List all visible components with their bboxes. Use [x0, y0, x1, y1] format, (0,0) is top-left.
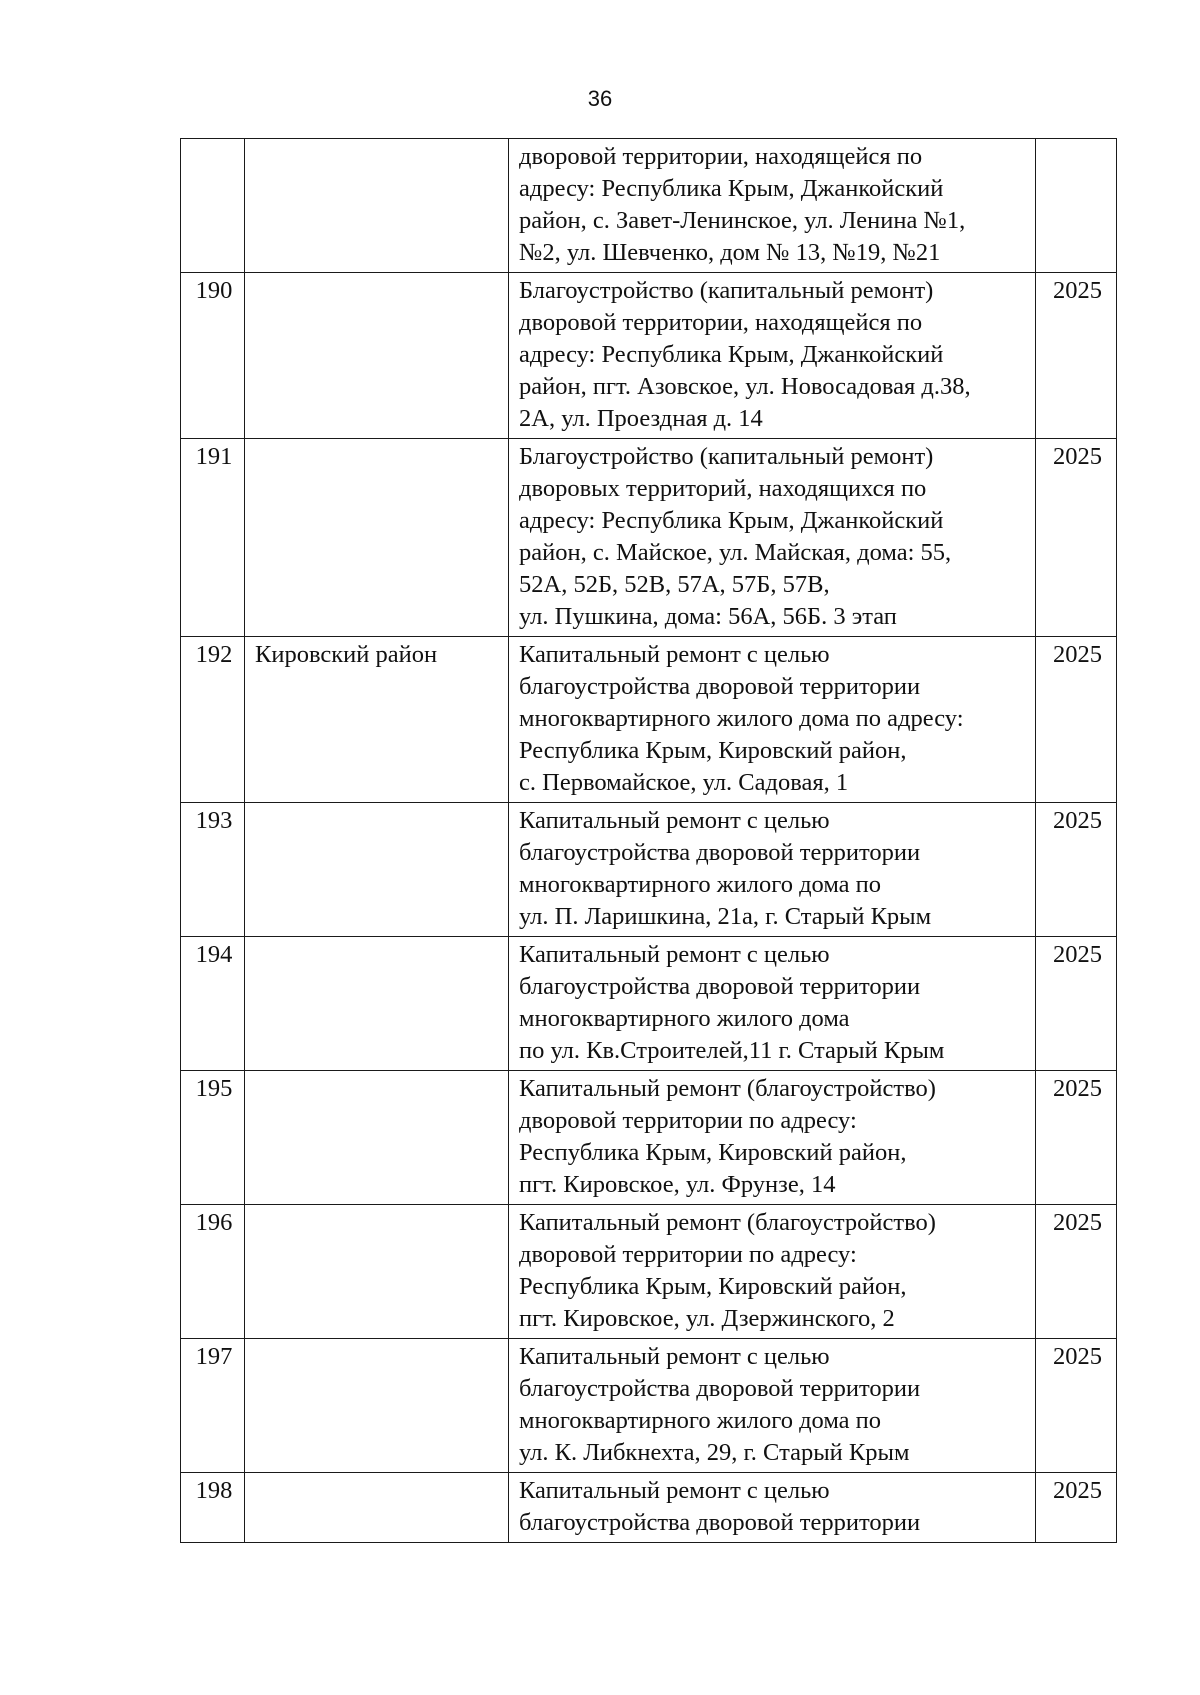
year-cell: 2025: [1036, 439, 1117, 637]
description-line: многоквартирного жилого дома по адресу:: [519, 705, 964, 732]
description-line: Капитальный ремонт с целью: [519, 807, 830, 834]
district-cell: [245, 1339, 509, 1473]
description-line: благоустройства дворовой территории: [519, 673, 921, 700]
description-line: ул. П. Ларишкина, 21а, г. Старый Крым: [519, 903, 932, 930]
description-line: многоквартирного жилого дома по: [519, 871, 882, 898]
description-line: дворовой территории по адресу:: [519, 1107, 857, 1134]
row-number-cell: 190: [181, 273, 245, 439]
year-cell: 2025: [1036, 1473, 1117, 1543]
table-body: [181, 139, 1117, 1543]
row-number-cell: 196: [181, 1205, 245, 1339]
description-line: район, пгт. Азовское, ул. Новосадовая д.38,: [519, 373, 971, 400]
description-line: дворовых территорий, находящихся по: [519, 475, 927, 502]
row-number-cell: [181, 139, 245, 273]
description-line: благоустройства дворовой территории: [519, 973, 921, 1000]
table-row: [181, 1205, 1117, 1339]
description-line: район, с. Завет-Ленинское, ул. Ленина №1,: [519, 207, 966, 234]
table-row: [181, 637, 1117, 803]
year-cell: 2025: [1036, 637, 1117, 803]
table-row: [181, 803, 1117, 937]
description-line: Капитальный ремонт (благоустройство): [519, 1209, 936, 1236]
table-row: [181, 937, 1117, 1071]
year-cell: 2025: [1036, 937, 1117, 1071]
description-cell: [509, 637, 1036, 803]
description-line: дворовой территории, находящейся по: [519, 143, 923, 170]
table-row: [181, 1473, 1117, 1543]
description-cell: [509, 1473, 1036, 1543]
description-line: Благоустройство (капитальный ремонт): [519, 277, 934, 304]
description-cell: [509, 1071, 1036, 1205]
row-number-cell: 192: [181, 637, 245, 803]
row-number-cell: 193: [181, 803, 245, 937]
description-line: многоквартирного жилого дома по: [519, 1407, 882, 1434]
description-line: пгт. Кировское, ул. Дзержинского, 2: [519, 1305, 895, 1332]
district-cell: [245, 803, 509, 937]
district-cell: Кировский район: [245, 637, 509, 803]
description-line: 52А, 52Б, 52В, 57А, 57Б, 57В,: [519, 571, 830, 598]
description-line: адресу: Республика Крым, Джанкойский: [519, 175, 944, 202]
description-cell: [509, 1205, 1036, 1339]
table-row: [181, 1339, 1117, 1473]
district-cell: [245, 1205, 509, 1339]
description-line: по ул. Кв.Строителей,11 г. Старый Крым: [519, 1037, 945, 1064]
year-cell: 2025: [1036, 803, 1117, 937]
row-number-cell: 194: [181, 937, 245, 1071]
description-line: адресу: Республика Крым, Джанкойский: [519, 341, 944, 368]
description-line: район, с. Майское, ул. Майская, дома: 55,: [519, 539, 952, 566]
district-cell: [245, 1071, 509, 1205]
description-line: благоустройства дворовой территории: [519, 1375, 921, 1402]
description-line: Капитальный ремонт с целью: [519, 1477, 830, 1504]
year-cell: 2025: [1036, 1205, 1117, 1339]
year-cell: [1036, 139, 1117, 273]
description-line: Благоустройство (капитальный ремонт): [519, 443, 934, 470]
description-line: с. Первомайское, ул. Садовая, 1: [519, 769, 849, 796]
year-cell: 2025: [1036, 1071, 1117, 1205]
year-cell: 2025: [1036, 1339, 1117, 1473]
table-row: [181, 1071, 1117, 1205]
description-cell: [509, 1339, 1036, 1473]
description-line: многоквартирного жилого дома: [519, 1005, 850, 1032]
year-cell: 2025: [1036, 273, 1117, 439]
description-line: Капитальный ремонт (благоустройство): [519, 1075, 936, 1102]
district-cell: [245, 1473, 509, 1543]
description-cell: [509, 273, 1036, 439]
description-line: 2А, ул. Проездная д. 14: [519, 405, 763, 432]
row-number-cell: 191: [181, 439, 245, 637]
description-line: Капитальный ремонт с целью: [519, 1343, 830, 1370]
description-cell: [509, 139, 1036, 273]
description-line: дворовой территории, находящейся по: [519, 309, 923, 336]
description-line: №2, ул. Шевченко, дом № 13, №19, №21: [519, 239, 941, 266]
district-cell: [245, 937, 509, 1071]
description-cell: [509, 803, 1036, 937]
row-number-cell: 197: [181, 1339, 245, 1473]
row-number-cell: 195: [181, 1071, 245, 1205]
description-line: Капитальный ремонт с целью: [519, 641, 830, 668]
district-cell: [245, 139, 509, 273]
description-line: Республика Крым, Кировский район,: [519, 1139, 907, 1166]
table-row: [181, 439, 1117, 637]
description-line: благоустройства дворовой территории: [519, 1509, 921, 1536]
description-line: пгт. Кировское, ул. Фрунзе, 14: [519, 1171, 836, 1198]
description-line: адресу: Республика Крым, Джанкойский: [519, 507, 944, 534]
page-number: 36: [587, 86, 613, 111]
description-line: ул. К. Либкнехта, 29, г. Старый Крым: [519, 1439, 910, 1466]
description-line: благоустройства дворовой территории: [519, 839, 921, 866]
district-cell: [245, 273, 509, 439]
objects-table: [180, 138, 1117, 1543]
description-cell: [509, 439, 1036, 637]
description-line: дворовой территории по адресу:: [519, 1241, 857, 1268]
table-row: [181, 273, 1117, 439]
row-number-cell: 198: [181, 1473, 245, 1543]
district-cell: [245, 439, 509, 637]
table-row: [181, 139, 1117, 273]
description-line: ул. Пушкина, дома: 56А, 56Б. 3 этап: [519, 603, 897, 630]
description-line: Республика Крым, Кировский район,: [519, 737, 907, 764]
description-line: Капитальный ремонт с целью: [519, 941, 830, 968]
description-line: Республика Крым, Кировский район,: [519, 1273, 907, 1300]
description-cell: [509, 937, 1036, 1071]
